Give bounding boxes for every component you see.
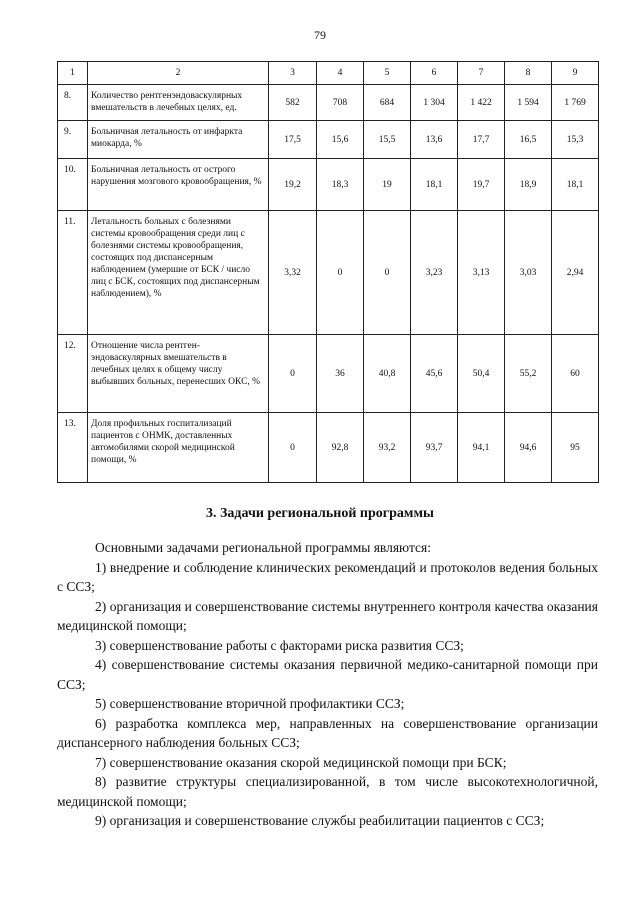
table-header-row <box>58 62 599 85</box>
value-cell: 19,7 <box>458 159 505 211</box>
task-item: 6) разработка комплекса мер, направленных на совершенствование организации диспансерного наблюдения больных ССЗ; <box>57 715 598 750</box>
indicator-name: Больничная летальность от инфаркта миокарда, % <box>88 121 269 159</box>
value-cell: 93,7 <box>411 413 458 483</box>
header-cell: 8 <box>505 62 552 85</box>
value-cell: 17,7 <box>458 121 505 159</box>
value-cell: 2,94 <box>552 211 599 335</box>
intro-paragraph: Основными задачами региональной программы являются: <box>95 540 431 555</box>
value-cell: 1 594 <box>505 85 552 121</box>
value-cell: 1 304 <box>411 85 458 121</box>
value-cell: 15,6 <box>317 121 364 159</box>
value-cell: 45,6 <box>411 335 458 413</box>
value-cell: 13,6 <box>411 121 458 159</box>
value-cell: 55,2 <box>505 335 552 413</box>
row-number: 10. <box>58 159 88 211</box>
value-cell: 582 <box>269 85 317 121</box>
section-title: 3. Задачи региональной программы <box>206 506 434 521</box>
header-cell: 4 <box>317 62 364 85</box>
value-cell: 18,3 <box>317 159 364 211</box>
task-item: 3) совершенствование работы с факторами риска развития ССЗ; <box>95 637 464 653</box>
table-row <box>58 85 599 121</box>
value-cell: 15,5 <box>364 121 411 159</box>
table-row <box>58 413 599 483</box>
value-cell: 15,3 <box>552 121 599 159</box>
table-row <box>58 335 599 413</box>
value-cell: 708 <box>317 85 364 121</box>
row-number: 12. <box>58 335 88 413</box>
value-cell: 16,5 <box>505 121 552 159</box>
value-cell: 0 <box>317 211 364 335</box>
value-cell: 1 422 <box>458 85 505 121</box>
value-cell: 60 <box>552 335 599 413</box>
row-number: 8. <box>58 85 88 121</box>
tasks-body <box>57 538 598 831</box>
indicator-name: Количество рентгенэндоваскулярных вмешательств в лечебных целях, ед. <box>88 85 269 121</box>
value-cell: 1 769 <box>552 85 599 121</box>
value-cell: 50,4 <box>458 335 505 413</box>
task-item: 9) организация и совершенствование службы реабилитации пациентов с ССЗ; <box>95 813 545 828</box>
value-cell: 18,1 <box>552 159 599 211</box>
indicator-name: Больничная летальность от острого нарушения мозгового кровообращения, % <box>88 159 269 211</box>
indicators-table <box>57 61 599 483</box>
row-number: 9. <box>58 121 88 159</box>
table-row <box>58 121 599 159</box>
indicator-name: Отношение числа рентген-эндоваскулярных вмешательств в лечебных целях к общему числу выбывших больных, перенесших ОКС, % <box>88 335 269 413</box>
header-cell: 2 <box>88 62 269 85</box>
value-cell: 17,5 <box>269 121 317 159</box>
task-item: 1) внедрение и соблюдение клинических рекомендаций и протоколов ведения больных с ССЗ; <box>57 559 598 594</box>
header-cell: 5 <box>364 62 411 85</box>
table-row <box>58 211 599 335</box>
task-item: 5) совершенствование вторичной профилактики ССЗ; <box>95 696 405 711</box>
value-cell: 40,8 <box>364 335 411 413</box>
task-item: 2) организация и совершенствование системы внутреннего контроля качества оказания медицинской помощи; <box>57 598 598 633</box>
page-number: 79 <box>314 28 326 42</box>
value-cell: 3,03 <box>505 211 552 335</box>
indicator-name: Доля профильных госпитализаций пациентов с ОНМК, доставленных автомобилями скорой медицинской помощи, % <box>88 413 269 483</box>
header-cell: 3 <box>269 62 317 85</box>
value-cell: 36 <box>317 335 364 413</box>
indicator-name: Летальность больных с болезнями системы кровообращения среди лиц с болезнями системы кровообращения, состоящих под диспансерным наблюдением (умершие от БСК / число лиц с БСК, состоящих под диспансерным наблюдением), % <box>88 211 269 335</box>
value-cell: 94,1 <box>458 413 505 483</box>
value-cell: 19,2 <box>269 159 317 211</box>
task-item: 8) развитие структуры специализированной, в том числе высокотехнологичной, медицинской помощи; <box>57 774 598 809</box>
value-cell: 0 <box>364 211 411 335</box>
value-cell: 95 <box>552 413 599 483</box>
value-cell: 684 <box>364 85 411 121</box>
value-cell: 18,9 <box>505 159 552 211</box>
value-cell: 3,13 <box>458 211 505 335</box>
value-cell: 0 <box>269 413 317 483</box>
value-cell: 0 <box>269 335 317 413</box>
header-cell: 6 <box>411 62 458 85</box>
value-cell: 3,23 <box>411 211 458 335</box>
header-cell: 9 <box>552 62 599 85</box>
header-cell: 1 <box>58 62 88 85</box>
value-cell: 18,1 <box>411 159 458 211</box>
table-row <box>58 159 599 211</box>
row-number: 11. <box>58 211 88 335</box>
row-number: 13. <box>58 413 88 483</box>
value-cell: 93,2 <box>364 413 411 483</box>
value-cell: 92,8 <box>317 413 364 483</box>
value-cell: 3,32 <box>269 211 317 335</box>
task-item: 7) совершенствование оказания скорой медицинской помощи при БСК; <box>95 754 507 770</box>
value-cell: 19 <box>364 159 411 211</box>
value-cell: 94,6 <box>505 413 552 483</box>
header-cell: 7 <box>458 62 505 85</box>
task-item: 4) совершенствование системы оказания первичной медико-санитарной помощи при ССЗ; <box>57 657 598 692</box>
